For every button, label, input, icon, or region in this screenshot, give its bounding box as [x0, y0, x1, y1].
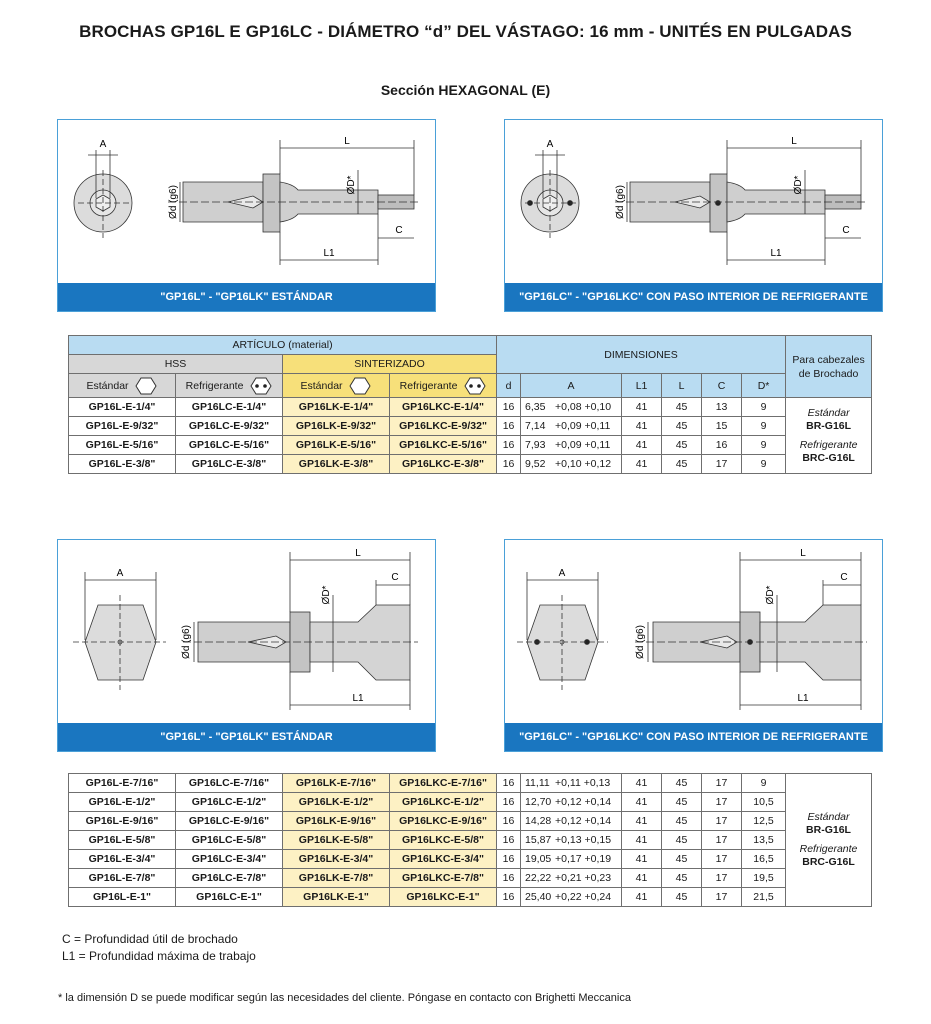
code-sint-refrigerante: GP16LKC-E-7/8": [390, 869, 497, 888]
dim-c: 16: [702, 436, 742, 455]
header-label: Estándar: [300, 379, 343, 392]
dim-c: 17: [702, 869, 742, 888]
dim-dstar: 9: [742, 398, 786, 417]
side-refrigerante-label: Refrigerante: [799, 843, 858, 855]
article-table-large: [68, 773, 872, 907]
dim-l: 45: [662, 417, 702, 436]
table-row: [69, 812, 872, 831]
dim-a-tolerance: +0,13 +0,15: [555, 834, 612, 846]
dim-l1: 41: [622, 831, 662, 850]
header-hss-estandar: [69, 374, 176, 398]
dim-label-l: L: [344, 136, 350, 147]
code-hss-refrigerante: GP16LC-E-3/4": [176, 850, 283, 869]
dim-l1: 41: [622, 793, 662, 812]
dim-c: 17: [702, 812, 742, 831]
dim-label-a: A: [116, 568, 124, 579]
dim-dstar: 12,5: [742, 812, 786, 831]
broach-drawing-large-coolant: [505, 540, 884, 725]
table-row: [69, 436, 872, 455]
dim-dstar: 21,5: [742, 888, 786, 907]
dim-a: 7,14: [525, 420, 546, 432]
dim-a: 11,11: [525, 777, 550, 789]
dim-a-cell: [521, 888, 622, 907]
dim-d: 16: [497, 793, 521, 812]
dim-d: 16: [497, 812, 521, 831]
broach-drawing-large-standard: [58, 540, 437, 725]
dim-label-c: C: [391, 572, 399, 583]
dim-a: 19,05: [525, 853, 552, 865]
dim-a: 22,22: [525, 872, 552, 884]
code-hss-estandar: GP16L-E-3/4": [69, 850, 176, 869]
dim-label-shank-diameter: Ød (g6): [181, 625, 192, 659]
diagram-panel-gp16l-large: [57, 539, 436, 752]
dim-a-tolerance: +0,12 +0,14: [555, 796, 612, 808]
dim-label-outer-diameter: ØD*: [321, 585, 332, 605]
dim-d: 16: [497, 417, 521, 436]
dim-d: 16: [497, 869, 521, 888]
dim-c: 17: [702, 831, 742, 850]
dim-a-tolerance: +0,10 +0,12: [555, 458, 612, 470]
side-refrigerante-label: Refrigerante: [799, 438, 858, 451]
dim-l: 45: [662, 436, 702, 455]
dim-l1: 41: [622, 812, 662, 831]
dim-label-outer-diameter: ØD*: [765, 585, 776, 605]
header-label: Refrigerante: [399, 379, 458, 392]
header-articulo: ARTÍCULO (material): [69, 336, 497, 355]
dim-a-cell: [521, 436, 622, 455]
note-c-definition: C = Profundidad útil de brochado: [62, 932, 238, 946]
dim-label-shank-diameter: Ød (g6): [635, 625, 646, 659]
dim-l: 45: [662, 398, 702, 417]
code-sint-estandar: GP16LK-E-5/8": [283, 831, 390, 850]
table-row: [69, 869, 872, 888]
dim-dstar: 9: [742, 455, 786, 474]
header-label: Refrigerante: [185, 379, 244, 392]
header-sint-estandar: [283, 374, 390, 398]
dim-a: 6,35: [525, 401, 546, 413]
dim-l: 45: [662, 812, 702, 831]
code-sint-estandar: GP16LK-E-9/32": [283, 417, 390, 436]
dim-c: 15: [702, 417, 742, 436]
dim-c: 13: [702, 398, 742, 417]
table-row: [69, 417, 872, 436]
table-row: [69, 455, 872, 474]
code-hss-refrigerante: GP16LC-E-7/16": [176, 774, 283, 793]
dim-l: 45: [662, 793, 702, 812]
code-sint-refrigerante: GP16LKC-E-1": [390, 888, 497, 907]
dim-d: 16: [497, 398, 521, 417]
code-sint-estandar: GP16LK-E-7/8": [283, 869, 390, 888]
code-sint-estandar: GP16LK-E-7/16": [283, 774, 390, 793]
dim-label-c: C: [395, 225, 403, 236]
header-hss: HSS: [69, 355, 283, 374]
section-subtitle: Sección HEXAGONAL (E): [380, 82, 551, 98]
dim-a: 15,87: [525, 834, 552, 846]
dim-l: 45: [662, 888, 702, 907]
broaching-head-note: [786, 774, 872, 907]
dim-label-l1: L1: [352, 693, 364, 704]
dim-l: 45: [662, 455, 702, 474]
code-hss-refrigerante: GP16LC-E-1/4": [176, 398, 283, 417]
code-hss-estandar: GP16L-E-9/16": [69, 812, 176, 831]
header-sinterizado: SINTERIZADO: [283, 355, 497, 374]
dim-l1: 41: [622, 888, 662, 907]
dim-a-tolerance: +0,21 +0,23: [555, 872, 612, 884]
dim-d: 16: [497, 831, 521, 850]
dim-label-l: L: [355, 548, 361, 559]
header-sint-refrigerante: [390, 374, 497, 398]
code-sint-refrigerante: GP16LKC-E-3/4": [390, 850, 497, 869]
dim-label-a: A: [546, 139, 554, 150]
dim-a-cell: [521, 398, 622, 417]
code-hss-estandar: GP16L-E-1": [69, 888, 176, 907]
code-sint-estandar: GP16LK-E-1/4": [283, 398, 390, 417]
footnote: * la dimensión D se puede modificar según las necesidades del cliente. Póngase en contacto con Brighetti Meccanica: [58, 992, 631, 1004]
dim-a: 9,52: [525, 458, 546, 470]
dim-l: 45: [662, 850, 702, 869]
code-sint-refrigerante: GP16LKC-E-3/8": [390, 455, 497, 474]
dim-label-outer-diameter: ØD*: [793, 175, 804, 195]
code-hss-refrigerante: GP16LC-E-7/8": [176, 869, 283, 888]
article-table-small-body: [69, 398, 872, 474]
side-estandar-label: Estándar: [807, 811, 850, 823]
dim-a-cell: [521, 417, 622, 436]
code-sint-estandar: GP16LK-E-1": [283, 888, 390, 907]
dim-label-a: A: [558, 568, 566, 579]
code-hss-estandar: GP16L-E-1/4": [69, 398, 176, 417]
note-l1-definition: L1 = Profundidad máxima de trabajo: [62, 949, 256, 963]
diagram-caption: "GP16L" - "GP16LK" ESTÁNDAR: [58, 723, 435, 751]
diagram-panel-gp16lc-small: [504, 119, 883, 312]
header-dimensiones: DIMENSIONES: [497, 336, 786, 374]
broaching-head-note: [786, 398, 872, 474]
dim-a-tolerance: +0,11 +0,13: [555, 777, 611, 789]
code-sint-estandar: GP16LK-E-1/2": [283, 793, 390, 812]
table-row: [69, 774, 872, 793]
dim-l1: 41: [622, 455, 662, 474]
dim-label-l: L: [791, 136, 797, 147]
broach-drawing-small-standard: [58, 120, 437, 285]
table-row: [69, 850, 872, 869]
dim-a-tolerance: +0,22 +0,24: [555, 891, 612, 903]
dim-l1: 41: [622, 774, 662, 793]
code-sint-refrigerante: GP16LKC-E-9/32": [390, 417, 497, 436]
side-estandar-code: BR-G16L: [806, 824, 851, 836]
code-sint-refrigerante: GP16LKC-E-1/2": [390, 793, 497, 812]
table-row: [69, 398, 872, 417]
code-hss-refrigerante: GP16LC-E-1/2": [176, 793, 283, 812]
col-header-dstar: D*: [742, 374, 786, 398]
col-header-a: A: [521, 374, 622, 398]
dim-label-shank-diameter: Ød (g6): [615, 185, 626, 219]
code-hss-estandar: GP16L-E-5/16": [69, 436, 176, 455]
code-hss-refrigerante: GP16LC-E-9/16": [176, 812, 283, 831]
dim-label-outer-diameter: ØD*: [346, 175, 357, 195]
dim-dstar: 9: [742, 436, 786, 455]
dim-a-tolerance: +0,17 +0,19: [555, 853, 612, 865]
code-sint-estandar: GP16LK-E-3/8": [283, 455, 390, 474]
dim-c: 17: [702, 455, 742, 474]
dim-label-c: C: [842, 225, 850, 236]
page-title: BROCHAS GP16L E GP16LC - DIÁMETRO “d” DEL VÁSTAGO: 16 mm - UNITÉS EN PULGADAS: [79, 22, 852, 41]
hexagon-icon: [349, 376, 371, 396]
code-sint-estandar: GP16LK-E-5/16": [283, 436, 390, 455]
diagram-panel-gp16l-small: [57, 119, 436, 312]
dim-c: 17: [702, 888, 742, 907]
code-hss-refrigerante: GP16LC-E-5/8": [176, 831, 283, 850]
code-hss-refrigerante: GP16LC-E-3/8": [176, 455, 283, 474]
col-header-l: L: [662, 374, 702, 398]
dim-a: 7,93: [525, 439, 546, 451]
dim-d: 16: [497, 888, 521, 907]
code-sint-refrigerante: GP16LKC-E-1/4": [390, 398, 497, 417]
col-header-c: C: [702, 374, 742, 398]
dim-dstar: 19,5: [742, 869, 786, 888]
col-header-l1: L1: [622, 374, 662, 398]
dim-a-tolerance: +0,08 +0,10: [555, 401, 612, 413]
code-sint-estandar: GP16LK-E-9/16": [283, 812, 390, 831]
dim-label-l1: L1: [770, 248, 782, 259]
dim-d: 16: [497, 774, 521, 793]
header-label: Estándar: [86, 379, 129, 392]
code-sint-refrigerante: GP16LKC-E-9/16": [390, 812, 497, 831]
dim-dstar: 13,5: [742, 831, 786, 850]
header-hss-refrigerante: [176, 374, 283, 398]
table-row: [69, 793, 872, 812]
dim-label-shank-diameter: Ød (g6): [168, 185, 179, 219]
code-sint-refrigerante: GP16LKC-E-5/8": [390, 831, 497, 850]
diagram-panel-gp16lc-large: [504, 539, 883, 752]
dim-a: 12,70: [525, 796, 552, 808]
dim-c: 17: [702, 850, 742, 869]
dim-a-tolerance: +0,09 +0,11: [555, 439, 611, 451]
code-hss-estandar: GP16L-E-9/32": [69, 417, 176, 436]
header-cabezales: Para cabezales de Brochado: [786, 336, 872, 398]
side-refrigerante-code: BRC-G16L: [802, 451, 855, 464]
dim-l: 45: [662, 869, 702, 888]
dim-label-l1: L1: [797, 693, 809, 704]
code-hss-estandar: GP16L-E-7/16": [69, 774, 176, 793]
dim-label-l: L: [800, 548, 806, 559]
dim-dstar: 10,5: [742, 793, 786, 812]
code-sint-refrigerante: GP16LKC-E-7/16": [390, 774, 497, 793]
code-hss-refrigerante: GP16LC-E-1": [176, 888, 283, 907]
article-table-large-body: [69, 774, 872, 907]
article-table-small: [68, 335, 872, 474]
code-hss-estandar: GP16L-E-5/8": [69, 831, 176, 850]
dim-l1: 41: [622, 850, 662, 869]
dim-d: 16: [497, 850, 521, 869]
diagram-caption: "GP16LC" - "GP16LKC" CON PASO INTERIOR DE REFRIGERANTE: [505, 723, 882, 751]
code-sint-refrigerante: GP16LKC-E-5/16": [390, 436, 497, 455]
code-hss-estandar: GP16L-E-7/8": [69, 869, 176, 888]
hexagon-coolant-icon: [464, 376, 486, 396]
diagram-caption: "GP16L" - "GP16LK" ESTÁNDAR: [58, 283, 435, 311]
dim-l1: 41: [622, 869, 662, 888]
broach-drawing-small-coolant: [505, 120, 884, 285]
dim-a: 14,28: [525, 815, 552, 827]
dim-a-cell: [521, 831, 622, 850]
dim-l1: 41: [622, 436, 662, 455]
dim-l: 45: [662, 831, 702, 850]
dim-c: 17: [702, 793, 742, 812]
dim-dstar: 16,5: [742, 850, 786, 869]
dim-a-cell: [521, 812, 622, 831]
table-row: [69, 831, 872, 850]
code-hss-refrigerante: GP16LC-E-5/16": [176, 436, 283, 455]
dim-c: 17: [702, 774, 742, 793]
dim-a-cell: [521, 774, 622, 793]
code-hss-refrigerante: GP16LC-E-9/32": [176, 417, 283, 436]
side-estandar-code: BR-G16L: [806, 419, 852, 432]
dim-a-cell: [521, 455, 622, 474]
dim-l: 45: [662, 774, 702, 793]
dim-label-l1: L1: [323, 248, 335, 259]
dim-label-c: C: [840, 572, 848, 583]
code-hss-estandar: GP16L-E-1/2": [69, 793, 176, 812]
dim-d: 16: [497, 436, 521, 455]
code-sint-estandar: GP16LK-E-3/4": [283, 850, 390, 869]
dim-a: 25,40: [525, 891, 552, 903]
col-header-d: d: [497, 374, 521, 398]
diagram-caption: "GP16LC" - "GP16LKC" CON PASO INTERIOR DE REFRIGERANTE: [505, 283, 882, 311]
dim-d: 16: [497, 455, 521, 474]
dim-label-a: A: [99, 139, 107, 150]
code-hss-estandar: GP16L-E-3/8": [69, 455, 176, 474]
dim-dstar: 9: [742, 417, 786, 436]
dim-dstar: 9: [742, 774, 786, 793]
hexagon-coolant-icon: [250, 376, 272, 396]
side-refrigerante-code: BRC-G16L: [802, 856, 855, 868]
dim-a-cell: [521, 793, 622, 812]
dim-l1: 41: [622, 398, 662, 417]
dim-a-cell: [521, 869, 622, 888]
dim-l1: 41: [622, 417, 662, 436]
dim-a-tolerance: +0,12 +0,14: [555, 815, 612, 827]
table-row: [69, 888, 872, 907]
side-estandar-label: Estándar: [807, 406, 850, 419]
dim-a-cell: [521, 850, 622, 869]
hexagon-icon: [135, 376, 157, 396]
dim-a-tolerance: +0,09 +0,11: [555, 420, 611, 432]
